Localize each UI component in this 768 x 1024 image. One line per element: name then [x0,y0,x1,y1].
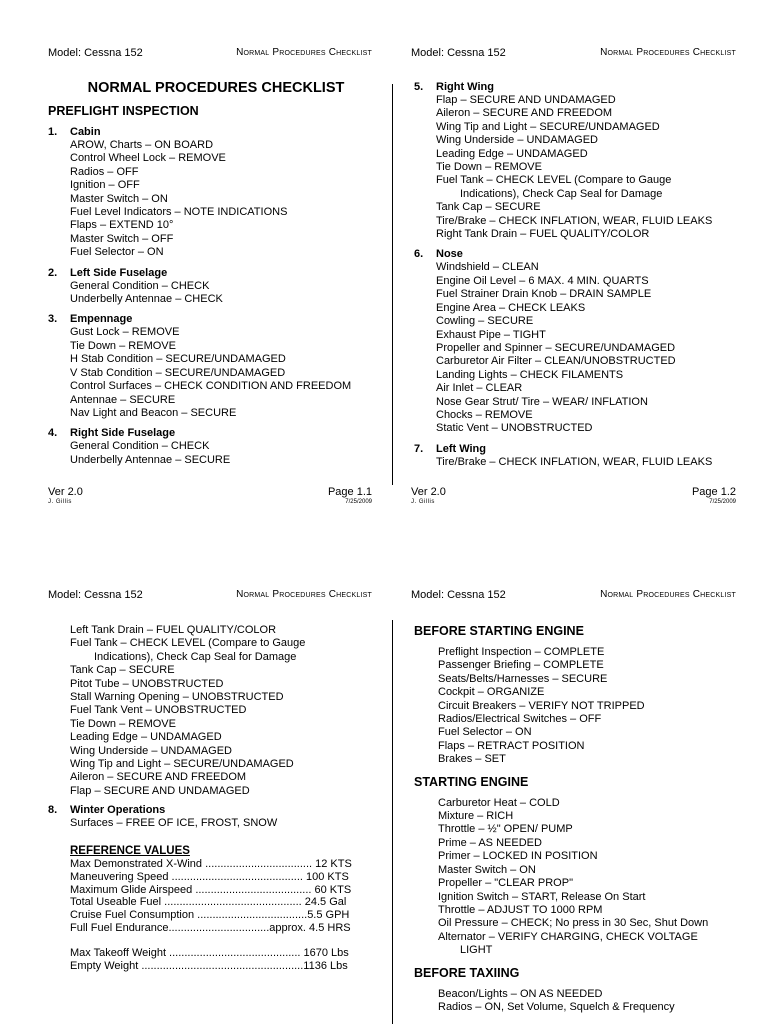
checklist-item: Fuel Selector – ON [70,246,164,259]
section-8 [48,804,372,830]
header-model: Model: Cessna 152 [411,47,506,59]
engine-procedures [414,624,736,1014]
checklist-item: Aileron – SECURE AND FREEDOM [436,107,613,120]
checklist-item: Static Vent – UNOBSTRUCTED [436,422,593,435]
page-1-1 [0,0,384,512]
checklist-item: Pitot Tube – UNOBSTRUCTED [70,677,224,690]
checklist-item: Beacon/Lights – ON AS NEEDED [438,987,603,1000]
reference-row: Max Takeoff Weight ........................................... 1670 Lbs [70,947,349,960]
section-number: 7. [414,442,424,455]
page-1-content [48,80,372,474]
section-number: 5. [414,81,424,93]
reference-rows [70,858,372,935]
checklist-item: Flap – SECURE AND UNDAMAGED [70,784,250,797]
checklist-item: General Condition – CHECK [70,279,210,292]
checklist-item: Passenger Briefing – COMPLETE [438,659,604,672]
section-title: Cabin [70,126,101,138]
section-number: 2. [48,266,58,279]
checklist-item: Engine Oil Level – 6 MAX. 4 MIN. QUARTS [436,274,649,287]
checklist-item: Carburetor Air Filter – CLEAN/UNOBSTRUCTED [436,355,676,368]
checklist-section [414,81,736,241]
section-items [48,280,372,307]
checklist-item: Flap – SECURE AND UNDAMAGED [436,94,616,106]
checklist-item: Surfaces – FREE OF ICE, FROST, SNOW [70,817,278,830]
section-title: Right Side Fuselage [70,427,176,440]
checklist-item: Carburetor Heat – COLD [438,796,560,809]
checklist-item: Flaps – EXTEND 10° [70,219,174,232]
header-model: Model: Cessna 152 [411,589,506,601]
version-label: Ver 2.0 [48,486,83,498]
header-model: Model: Cessna 152 [48,47,143,59]
checklist-item: General Condition – CHECK [70,440,210,453]
section-number: 1. [48,126,58,138]
checklist-item: Right Tank Drain – FUEL QUALITY/COLOR [436,228,650,241]
checklist-item: Left Tank Drain – FUEL QUALITY/COLOR [70,624,277,636]
header-model: Model: Cessna 152 [48,589,143,601]
header-title: Normal Procedures Checklist [600,589,736,600]
checklist-section [48,126,372,260]
checklist-item: Aileron – SECURE AND FREEDOM [70,771,247,784]
checklist-item: Tire/Brake – CHECK INFLATION, WEAR, FLUID LEAKS [436,214,713,227]
checklist-item: V Stab Condition – SECURE/UNDAMAGED [70,366,286,379]
checklist-item: Tie Down – REMOVE [436,161,542,174]
weight-rows [70,947,372,973]
checklist-item: Wing Tip and Light – SECURE/UNDAMAGED [436,120,660,133]
checklist-item: Indications), Check Cap Seal for Damage [94,650,297,663]
section-heading [414,248,736,261]
page-1-2 [364,0,768,512]
reference-row: Maneuvering Speed ........................................... 100 KTS [70,870,349,883]
section-heading [414,443,736,456]
checklist-section [48,313,372,420]
checklist-item: Fuel Tank – CHECK LEVEL (Compare to Gauge [70,637,306,650]
procedure-items [414,646,736,767]
checklist-item: Fuel Level Indicators – NOTE INDICATIONS [70,206,288,219]
procedure-items [414,797,736,958]
checklist-item: Control Surfaces – CHECK CONDITION AND FREEDOM [70,380,352,393]
section-number: 6. [414,248,424,261]
section-items [414,261,736,435]
reference-row: Cruise Fuel Consumption ....................................5.5 GPH [70,909,350,922]
preflight-title: PREFLIGHT INSPECTION [48,104,199,118]
reference-row: Empty Weight .....................................................1136 Lbs [70,960,348,973]
checklist-item: Gust Lock – REMOVE [70,326,180,339]
section-heading [48,427,372,440]
checklist-section [414,248,736,435]
checklist-item: Fuel Selector – ON [438,726,532,739]
section-items [414,94,736,241]
header-title: Normal Procedures Checklist [236,589,372,600]
reference-row: Total Useable Fuel ............................................. 24.5 Gal [70,896,347,909]
reference-row: Maximum Glide Airspeed ...................................... 60 KTS [70,883,352,896]
section-items [48,440,372,467]
section-title: Right Wing [436,81,494,93]
inspection-sections [414,81,736,469]
checklist-item: Cowling – SECURE [436,315,534,328]
page-number: Page 1.1 [327,486,372,498]
page-2-1 [0,512,384,1024]
section-heading [48,313,372,326]
checklist-item: Air Inlet – CLEAR [436,382,523,395]
checklist-section [48,267,372,307]
checklist-item: Engine Area – CHECK LEAKS [436,301,586,314]
section-title: Left Wing [436,442,486,455]
checklist-item: AROW, Charts – ON BOARD [70,139,214,151]
checklist-section [48,427,372,467]
section-title: Winter Operations [70,804,166,817]
checklist-item: Master Switch – ON [438,863,536,876]
checklist-item: Master Switch – OFF [70,232,174,245]
checklist-item: Oil Pressure – CHECK; No press in 30 Sec, Shut Down [438,917,709,930]
checklist-item: Landing Lights – CHECK FILAMENTS [436,368,624,381]
checklist-item: Fuel Tank – CHECK LEVEL (Compare to Gauge [436,174,672,187]
section-heading [48,267,372,280]
checklist-item: Mixture – RICH [438,810,514,823]
date-label: 7/25/2009 [345,499,372,505]
checklist-section [414,443,736,469]
checklist-item: H Stab Condition – SECURE/UNDAMAGED [70,353,286,366]
checklist-item: Alternator – VERIFY CHARGING, CHECK VOLTAGE [438,930,698,943]
checklist-item: Throttle – ½" OPEN/ PUMP [438,823,573,836]
section-number: 4. [48,427,58,440]
checklist-item: Tie Down – REMOVE [70,339,176,352]
checklist-item: Circuit Breakers – VERIFY NOT TRIPPED [438,699,645,712]
checklist-item: Underbelly Antennae – SECURE [70,453,231,466]
section-number: 8. [48,804,58,817]
checklist-item: Antennae – SECURE [70,393,176,406]
section-heading [48,126,372,139]
checklist-item: Master Switch – ON [70,192,168,205]
procedure-items [414,988,736,1015]
page-3-content [48,624,372,973]
doc-title: NORMAL PROCEDURES CHECKLIST [87,80,345,96]
checklist-item: Tire/Brake – CHECK INFLATION, WEAR, FLUID LEAKS [436,455,713,468]
checklist-item: Fuel Strainer Drain Knob – DRAIN SAMPLE [436,288,652,301]
section-heading [414,81,736,94]
checklist-item: Throttle – ADJUST TO 1000 RPM [438,903,603,916]
left-wing-items [48,624,372,798]
checklist-item: Tie Down – REMOVE [70,717,176,730]
checklist-item: Windshield – CLEAN [436,261,539,274]
reference-title: REFERENCE VALUES [70,844,190,857]
page-4-content [414,624,736,1022]
checklist-item: Exhaust Pipe – TIGHT [436,328,546,341]
section-number: 3. [48,313,58,326]
procedure-title: STARTING ENGINE [414,774,529,789]
procedure-block [414,624,736,767]
checklist-item: Seats/Belts/Harnesses – SECURE [438,672,608,685]
procedure-title: BEFORE TAXIING [414,965,520,980]
checklist-item: Propeller – "CLEAR PROP" [438,877,573,890]
winter-items [48,817,372,830]
procedure-block [414,775,736,958]
checklist-item: Primer – LOCKED IN POSITION [438,850,598,863]
checklist-item: Preflight Inspection – COMPLETE [438,646,605,658]
reference-row: Max Demonstrated X-Wind ................................... 12 KTS [70,857,352,870]
preflight-sections [48,126,372,467]
checklist-item: Cockpit – ORGANIZE [438,686,545,699]
checklist-item: Leading Edge – UNDAMAGED [70,731,222,744]
checklist-item: Stall Warning Opening – UNOBSTRUCTED [70,691,284,704]
checklist-item: Brakes – SET [438,753,506,766]
checklist-item: Radios – OFF [70,165,139,178]
checklist-item: Underbelly Antennae – CHECK [70,293,223,306]
header-title: Normal Procedures Checklist [600,47,736,58]
procedure-block [414,966,736,1015]
checklist-item: Prime – AS NEEDED [438,836,542,849]
checklist-item: Fuel Tank Vent – UNOBSTRUCTED [70,704,247,717]
page-2-2 [364,512,768,1024]
checklist-item: Ignition – OFF [70,179,140,192]
header-title: Normal Procedures Checklist [236,47,372,58]
checklist-item: Ignition Switch – START, Release On Start [438,890,646,903]
checklist-item: Tank Cap – SECURE [436,201,541,214]
checklist-item: Control Wheel Lock – REMOVE [70,152,226,165]
checklist-item: Leading Edge – UNDAMAGED [436,147,588,160]
checklist-item: Nose Gear Strut/ Tire – WEAR/ INFLATION [436,395,648,408]
page-number: Page 1.2 [691,486,736,498]
section-title: Left Side Fuselage [70,266,168,279]
checklist-item: Wing Underside – UNDAMAGED [436,134,598,147]
procedure-title: BEFORE STARTING ENGINE [414,624,584,638]
author-label: J. Gillis [411,499,435,505]
page-2-content [414,81,736,476]
date-label: 7/25/2009 [709,499,736,505]
checklist-item: Radios – ON, Set Volume, Squelch & Frequency [438,1000,675,1013]
checklist-item: Flaps – RETRACT POSITION [438,739,585,752]
section-title: Empennage [70,313,133,326]
section-items [48,326,372,420]
checklist-item: Tank Cap – SECURE [70,664,175,677]
checklist-item: Nav Light and Beacon – SECURE [70,406,237,419]
checklist-item: LIGHT [460,944,493,957]
author-label: J. Gillis [48,499,72,505]
section-items [414,456,736,469]
checklist-item: Chocks – REMOVE [436,408,533,421]
reference-row: Full Fuel Endurance.................................approx. 4.5 HRS [70,922,351,935]
section-title: Nose [436,248,463,261]
section-items [48,139,372,260]
version-label: Ver 2.0 [411,486,446,498]
checklist-item: Propeller and Spinner – SECURE/UNDAMAGED [436,341,676,354]
checklist-item: Wing Tip and Light – SECURE/UNDAMAGED [70,758,294,771]
checklist-item: Wing Underside – UNDAMAGED [70,744,232,757]
checklist-item: Indications), Check Cap Seal for Damage [460,187,663,200]
reference-values [48,845,372,973]
checklist-item: Radios/Electrical Switches – OFF [438,713,602,726]
